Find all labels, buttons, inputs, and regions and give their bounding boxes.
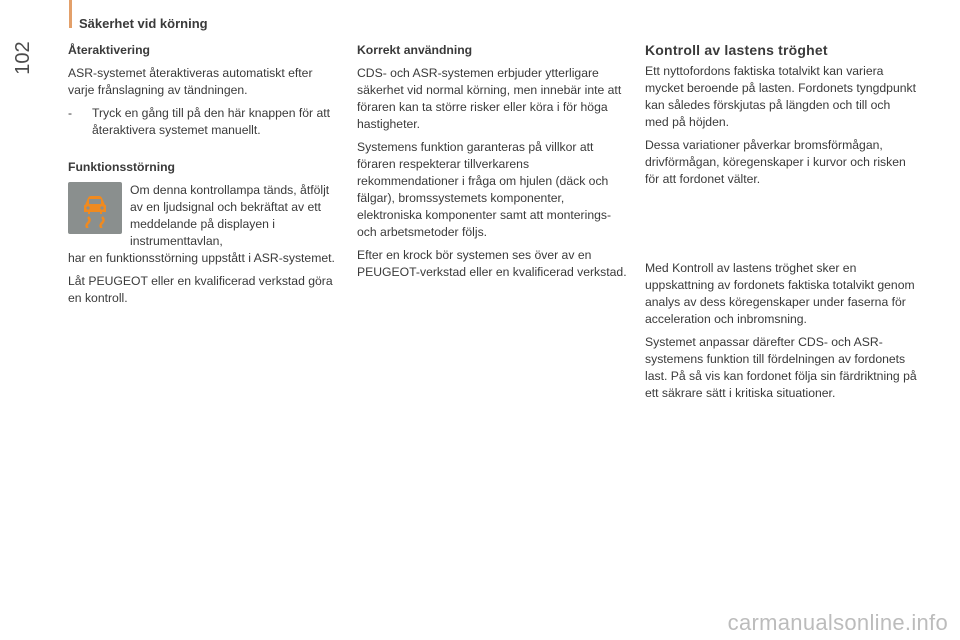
reactivation-heading: Återaktivering: [68, 43, 150, 57]
correct-use-heading: Korrekt användning: [357, 43, 473, 57]
reactivation-bullet: [68, 105, 336, 139]
column-middle: [357, 42, 629, 287]
malfunction-heading: Funktionsstörning: [68, 160, 175, 174]
load-inertia-paragraph-2: Dessa variationer påverkar bromsförmågan, drivförmågan, köregenskaper i kurvor och risken för att fordonet välter.: [645, 138, 906, 186]
bullet-dash: -: [68, 106, 73, 120]
load-inertia-heading: Kontroll av lastens tröghet: [645, 42, 828, 58]
correct-use-paragraph-2: Systemens funktion garanteras på villkor att föraren respekterar tillverkarens rekommendationer i fråga om hjulen (däck och fälgar), bromssystemets komponenter, elektroniska komponenter samt att monterings- och arbetsmetoder följs.: [357, 140, 612, 239]
malfunction-advice: Låt PEUGEOT eller en kvalificerad verkstad göra en kontroll.: [68, 274, 333, 305]
load-inertia-paragraph-3: Med Kontroll av lastens tröghet sker en uppskattning av fordonets faktiska totalvikt genom analys av dess köregenskaper under faserna för acceleration och inbromsning.: [645, 261, 915, 326]
reactivation-text: ASR-systemet återaktiveras automatiskt efter varje frånslagning av tändningen.: [68, 66, 313, 97]
malfunction-block: [68, 182, 336, 250]
page-number: 102: [11, 41, 34, 75]
section-accent-bar: [69, 0, 72, 28]
column-left: [68, 42, 336, 313]
section-title: Säkerhet vid körning: [79, 16, 208, 31]
column-right: [645, 42, 917, 408]
correct-use-paragraph-1: CDS- och ASR-systemen erbjuder ytterligare säkerhet vid normal körning, men innebär inte att föraren kan ta större risker eller köra i för höga hastigheter.: [357, 66, 622, 131]
load-inertia-paragraph-1: Ett nyttofordons faktiska totalvikt kan variera mycket beroende på lasten. Fordonets tyngdpunkt kan således förskjutas på längden och till och med på höjden.: [645, 64, 916, 129]
correct-use-paragraph-3: Efter en krock bör systemen ses över av en PEUGEOT-verkstad eller en kvalificerad verkstad.: [357, 248, 627, 279]
load-inertia-paragraph-4: Systemet anpassar därefter CDS- och ASR-systemens funktion till fördelningen av fordonets last. På så vis kan fordonet följa sin färdriktning på ett säkrare sätt i kritiska situationer.: [645, 335, 917, 400]
watermark: carmanualsonline.info: [727, 610, 948, 635]
skidding-car-warning-icon: [68, 182, 122, 234]
reactivation-bullet-text: Tryck en gång till på den här knappen för att återaktivera systemet manuellt.: [92, 106, 331, 137]
malfunction-text-wrapped: Om denna kontrollampa tänds, åtföljt av en ljudsignal och bekräftat av ett meddelande på displayen i instrumenttavlan,: [130, 183, 330, 248]
malfunction-text-continued: har en funktionsstörning uppstått i ASR-systemet.: [68, 251, 335, 265]
